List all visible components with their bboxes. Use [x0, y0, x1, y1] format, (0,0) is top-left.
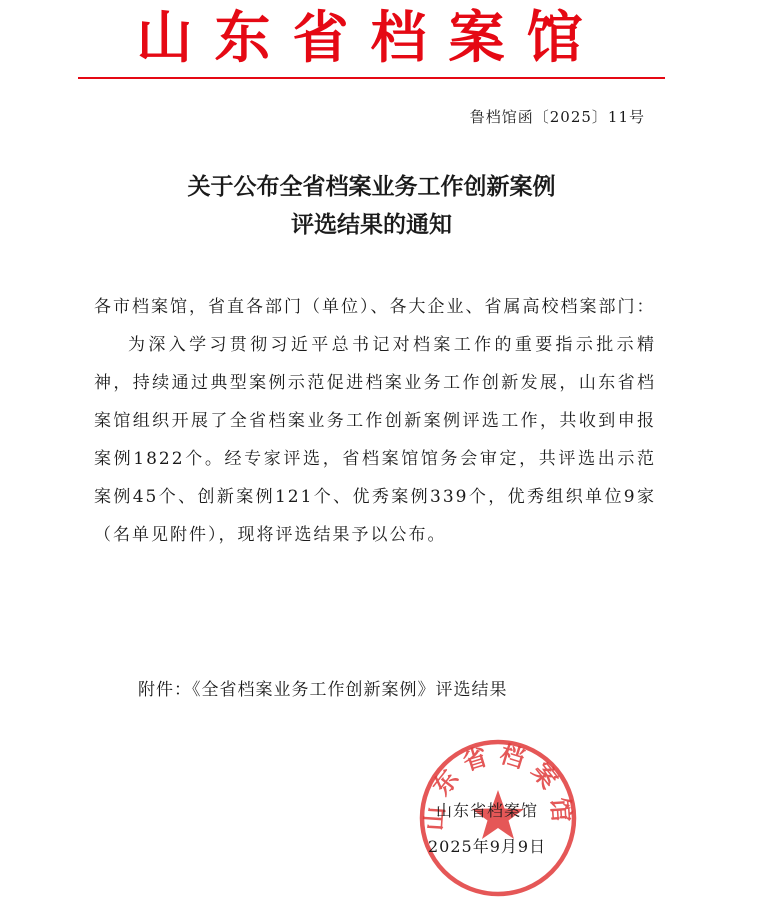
document-number: 鲁档馆函〔2025〕11号 [469, 108, 645, 126]
attachment-line: 附件：《全省档案业务工作创新案例》评选结果 [138, 680, 508, 700]
signature-organization: 山东省档案馆 [436, 801, 539, 820]
notice-title-line-2: 评选结果的通知 [291, 211, 452, 238]
masthead-title: 山东省档案馆 [136, 5, 605, 71]
notice-title-line-1: 关于公布全省档案业务工作创新案例 [187, 173, 556, 200]
body-paragraph: 为深入学习贯彻习近平总书记对档案工作的重要指示批示精神，持续通过典型案例示范促进档案业务工作创新发展，山东省档案馆组织开展了全省档案业务工作创新案例评选工作，共收到申报案例1822个。经专家评选，省档案馆馆务会审定，共评选出示范案例45个、创新案例121个、优秀案例339个，优秀组织单位9家（名单见附件），现将评选结果予以公布。 [94, 335, 656, 545]
notice-body [94, 288, 656, 554]
salutation: 各市档案馆，省直各部门（单位）、各大企业、省属高校档案部门： [94, 297, 656, 317]
masthead-divider [78, 77, 665, 79]
seal-text: 山东省档案馆 [419, 738, 577, 832]
notice-title [78, 168, 665, 244]
signature-date: 2025年9月9日 [428, 837, 547, 856]
